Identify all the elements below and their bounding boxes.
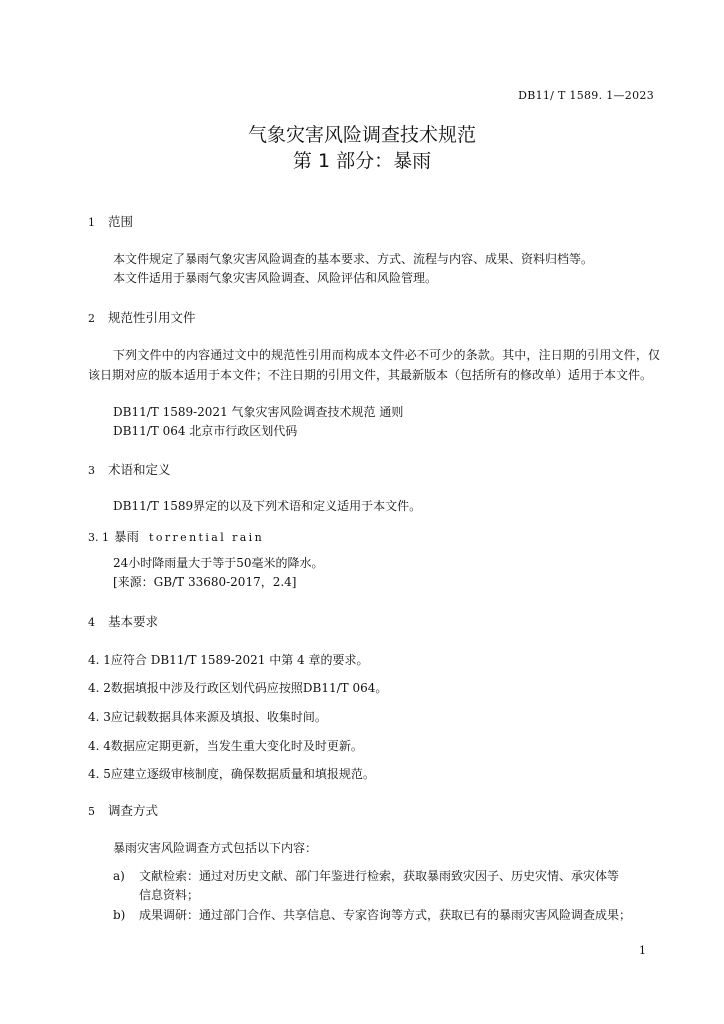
clause-number: 4. 4: [88, 739, 111, 753]
normative-reference: DB11/T 1589-2021 气象灾害风险调查技术规范 通则: [113, 405, 404, 419]
paragraph: DB11/T 1589界定的以及下列术语和定义适用于本文件。: [113, 499, 422, 513]
clause-text: 数据应定期更新，当发生重大变化时及时更新。: [110, 739, 363, 753]
paragraph: 暴雨灾害风险调查方式包括以下内容：: [113, 841, 318, 855]
section-4-heading: [88, 612, 158, 630]
section-2-heading: [88, 308, 196, 326]
section-title: 调查方式: [108, 803, 159, 818]
list-item: [113, 867, 619, 884]
clause: [88, 737, 363, 754]
section-number: 2: [88, 312, 95, 325]
term-definition: 24小时降雨量大于等于50毫米的降水。: [113, 556, 324, 570]
list-item-continuation: 信息资料；: [139, 888, 200, 902]
clause-number: 4. 3: [88, 710, 111, 724]
section-5-heading: [88, 801, 158, 819]
term-heading: [88, 527, 264, 545]
clause-text: 应建立逐级审核制度，确保数据质量和填报规范。: [110, 767, 375, 781]
clause: [88, 651, 369, 668]
paragraph: 下列文件中的内容通过文中的规范性引用而构成本文件必不可少的条款。其中，注日期的引用文件，仅该日期对应的版本适用于本文件；不注日期的引用文件，其最新版本（包括所有的修改单）适用于本文件。: [88, 348, 660, 382]
paragraph: 本文件规定了暴雨气象灾害风险调查的基本要求、方式、流程与内容、成果、资料归档等。: [113, 252, 594, 266]
clause: [88, 679, 387, 696]
term-source: [来源：GB/T 33680-2017，2.4]: [113, 575, 297, 589]
section-number: 4: [88, 616, 95, 629]
section-1-heading: [88, 212, 133, 230]
clause: [88, 765, 375, 782]
document-title: 气象灾害风险调查技术规范: [247, 124, 476, 146]
clause-text: 应符合 DB11/T 1589-2021 中第 4 章的要求。: [110, 653, 369, 667]
section-number: 1: [88, 216, 95, 229]
clause-text: 数据填报中涉及行政区划代码应按照DB11/T 064。: [110, 681, 388, 695]
page-number: 1: [639, 944, 646, 957]
list-text: 成果调研：通过部门合作、共享信息、专家咨询等方式，获取已有的暴雨灾害风险调查成果；: [139, 908, 632, 922]
subsection-number: 3. 1: [88, 531, 109, 544]
section-title: 规范性引用文件: [108, 310, 196, 325]
term-chinese: 暴雨: [114, 529, 140, 544]
section-title: 范围: [108, 214, 134, 229]
clause-number: 4. 1: [88, 653, 111, 667]
clause-number: 4. 2: [88, 681, 111, 695]
normative-reference: DB11/T 064 北京市行政区划代码: [113, 424, 298, 438]
list-label: b): [113, 908, 126, 922]
section-title: 术语和定义: [108, 462, 171, 477]
paragraph: 本文件适用于暴雨气象灾害风险调查、风险评估和风险管理。: [113, 271, 438, 285]
section-number: 5: [88, 805, 95, 818]
section-title: 基本要求: [108, 614, 159, 629]
section-3-heading: [88, 460, 171, 478]
list-item: [113, 906, 631, 923]
document-subtitle: 第 1 部分：暴雨: [292, 150, 432, 172]
clause-number: 4. 5: [88, 767, 111, 781]
clause-text: 应记载数据具体来源及填报、收集时间。: [110, 710, 327, 724]
standard-code: DB11/ T 1589. 1—2023: [518, 89, 654, 102]
clause: [88, 708, 327, 725]
list-label: a): [113, 869, 125, 883]
term-english: torrential rain: [149, 531, 265, 544]
section-number: 3: [88, 464, 95, 477]
list-text: 文献检索：通过对历史文献、部门年鉴进行检索，获取暴雨致灾因子、历史灾情、承灾体等: [139, 869, 620, 883]
